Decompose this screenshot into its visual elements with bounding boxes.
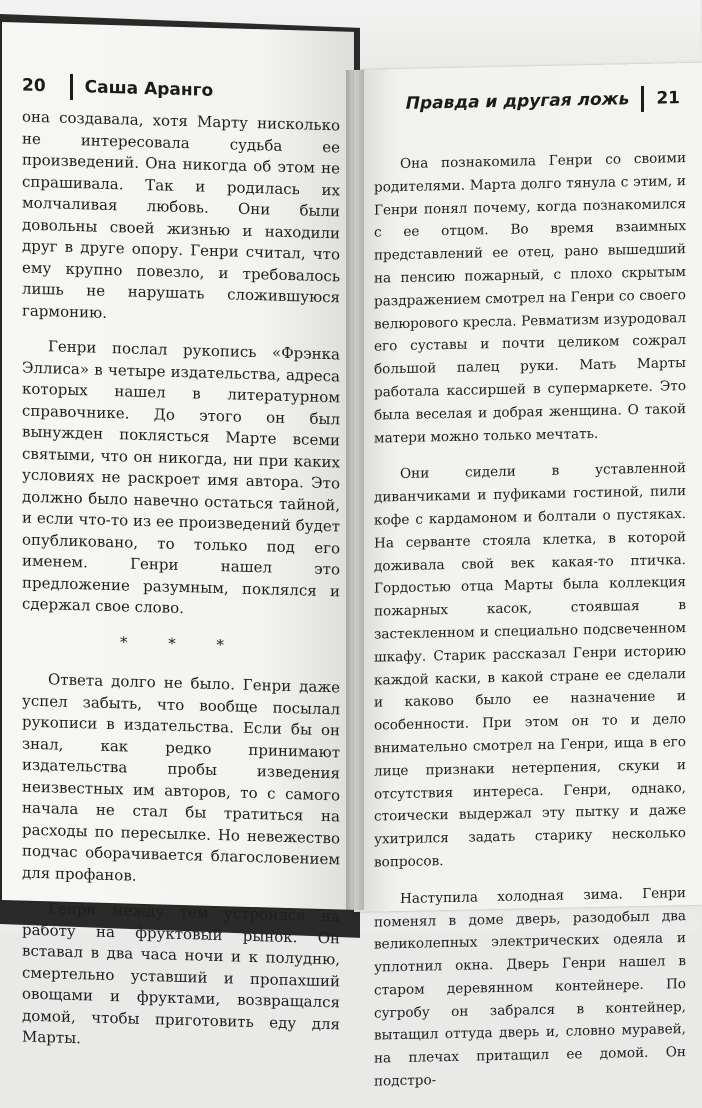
right-page-header [406, 85, 680, 117]
paragraph: Она познакомила Генри со своими родителями. Марта долго тянула с этим, и Генри понял почему, когда познакомился с ее отцом. Во время взаимных представлений ее отец, рано вышедший на пенсию пожарный, с плохо скрытым раздражением смотрел на Генри со своего велюрового кресла. Ревматизм изуродовал его суставы и почти целиком сожрал большой палец руки. Мать Марты работала кассиршей в супермаркете. Это была веселая и добрая женщина. О такой матери можно только мечтать. [374, 150, 686, 447]
book-gutter [346, 70, 364, 910]
paragraph: Они сидели в уставленной диванчиками и пуфиками гостиной, пили кофе с кардамоном и болтали о пустяках. На серванте стояла клетка, в которой доживала свой век какая-то птичка. Гордостью отца Марты была коллекция пожарных касок, стоявшая в застекленном и специально подсвеченном шкафу. Старик рассказал Генри историю каждой каски, в какой стране ее сделали и каково было ее назначение и особенности. При этом он то и дело внимательно смотрел на Генри, ища в его лице признаки нетерпения, скуки и отсутствия интереса. Генри, однако, стоически выдержал эту пытку и даже ухитрился задать старику несколько вопросов. [374, 460, 686, 871]
paragraph: она создавала, хотя Марту нисколько не интересовала судьба ее произведений. Она никогда об этом не спрашивала. Так и родилась их молчаливая любовь. Они были довольны своей жизнью и находили друг в друге опору. Генри считал, что ему крупно повезло, и требовалось лишь не нарушать сложившуюся гармонию. [22, 107, 340, 322]
running-head-author: Саша Аранго [84, 77, 214, 101]
header-divider [641, 86, 644, 112]
right-page [354, 63, 702, 1090]
left-page [2, 22, 354, 1048]
page-number: 20 [22, 75, 46, 97]
paragraph: Генри между тем устроился на работу на фруктовый рынок. Он вставал в два часа ночи и к полудню, смертельно уставший и пропахший овощами и фруктами, возвращался домой, чтобы приготовить еду для Марты. [22, 899, 340, 1048]
paragraph: Генри послал рукопись «Фрэнка Эллиса» в четыре издательства, адреса которых нашел в литературном справочнике. До этого он был вынужден поклясться Марте всеми святыми, что он никогда, ни при каких условиях не раскроет имя автора. Это должно было навечно остаться тайной, и если что-то из ее произведений будет опубликовано, то только под его именем. Генри нашел это предложение разумным, поклялся и сдержал свое слово. [22, 337, 340, 618]
paragraph: Ответа долго не было. Генри даже успел забыть, что вообще посылал рукописи в издательства. Если бы он знал, как редко принимают издательства пробы изведения неизвестных им авторов, то с самого начала не стал бы тратиться на расходы по пересылке. Но невежество подчас оборачивается благословением для профанов. [22, 670, 340, 885]
left-page-body [22, 107, 340, 1071]
running-head-title: Правда и другая ложь [405, 89, 630, 114]
section-separator: * * * [119, 632, 243, 655]
right-page-body [374, 147, 686, 1107]
left-page-header [22, 73, 213, 104]
header-divider [70, 74, 73, 100]
page-number: 21 [656, 88, 680, 109]
paragraph: Наступила холодная зима. Генри поменял в доме дверь, разодобыл два великолепных электрических одеяла и уплотнил окна. Дверь Генри нашел в старом деревянном контейнере. По сугробу он забрался в контейнер, вытащил оттуда дверь и, словно муравей, на плечах притащил ее домой. Он подстро- [374, 884, 686, 1090]
